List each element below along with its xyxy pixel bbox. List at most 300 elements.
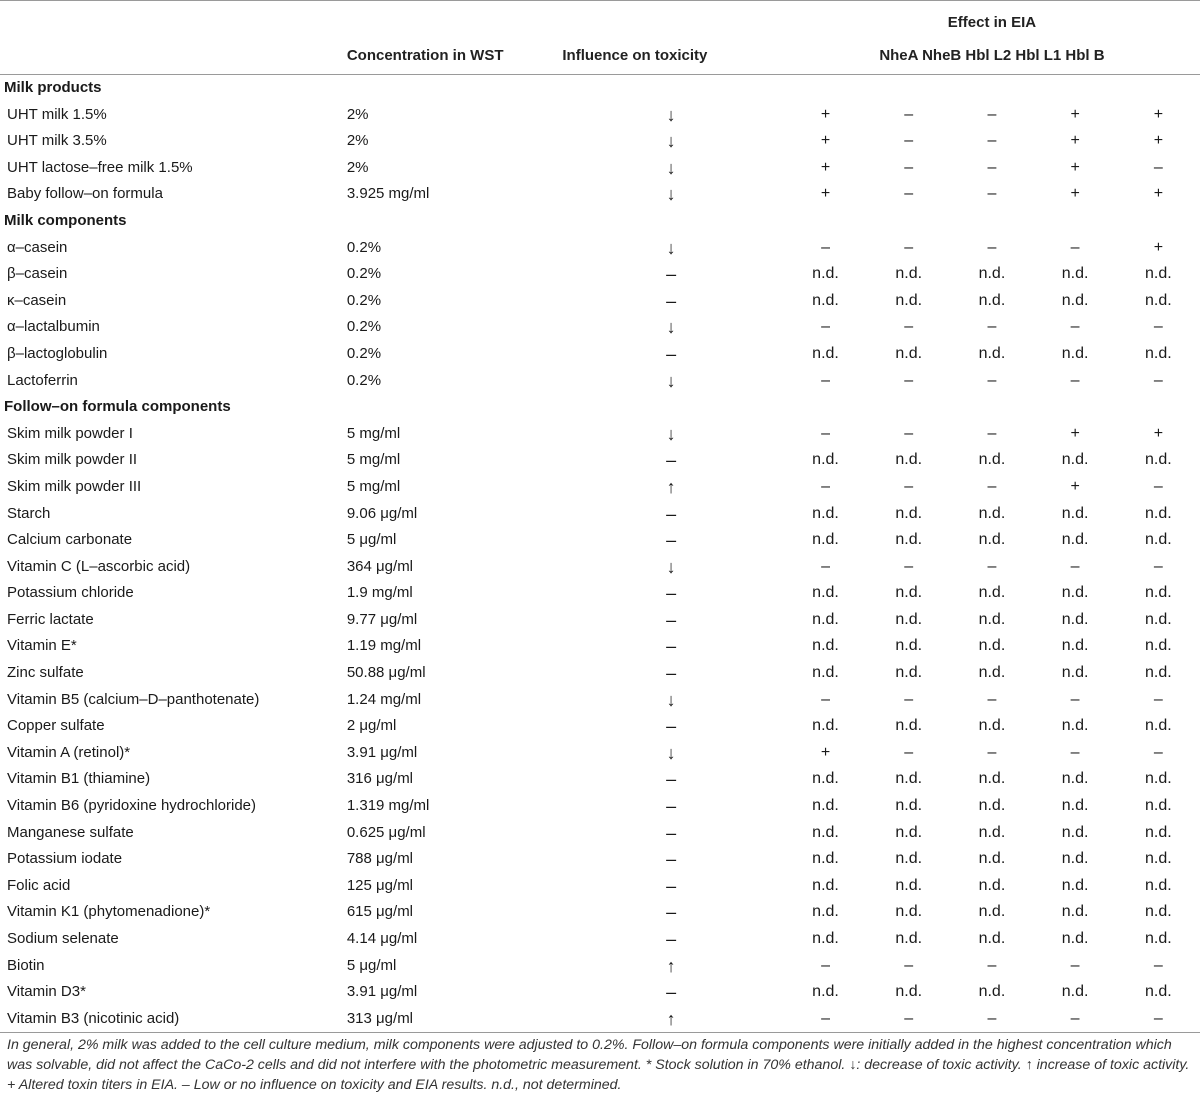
row-concentration: 0.2%: [346, 265, 382, 283]
row-eia-value: n.d.: [895, 903, 923, 921]
row-eia-value: n.d.: [978, 930, 1006, 947]
row-eia-value: –: [1070, 1009, 1080, 1027]
table-row: [0, 953, 1200, 980]
row-eia-value: –: [987, 158, 997, 176]
row-eia-value: n.d.: [812, 265, 839, 283]
row-eia-value: n.d.: [978, 291, 1006, 309]
row-toxicity: –: [666, 902, 677, 923]
row-name: Sodium selenate: [7, 930, 119, 947]
row-eia-value: –: [1153, 557, 1163, 575]
row-eia-value: n.d.: [812, 664, 839, 682]
row-eia-value: n.d.: [895, 265, 923, 283]
row-eia-value: n.d.: [812, 823, 839, 841]
row-eia-value: n.d.: [1061, 930, 1089, 947]
row-name: Lactoferrin: [7, 371, 78, 389]
row-toxicity: ↓: [666, 742, 676, 763]
row-eia-value: n.d.: [812, 584, 839, 602]
row-eia-value: n.d.: [978, 584, 1006, 602]
row-toxicity: –: [666, 769, 677, 790]
row-concentration: 316 μg/ml: [346, 770, 414, 788]
table-body: [0, 75, 1200, 1033]
table-row: [0, 501, 1200, 528]
row-eia-value: –: [1070, 557, 1080, 575]
table-row: [0, 368, 1200, 395]
row-name: α–lactalbumin: [7, 318, 100, 336]
section-header-row: [0, 75, 1200, 102]
table-row: [0, 447, 1200, 474]
row-eia-value: n.d.: [895, 504, 923, 522]
table-row: [0, 261, 1200, 288]
row-toxicity: –: [666, 290, 677, 311]
row-eia-value: –: [987, 371, 997, 389]
row-eia-value: –: [1153, 318, 1163, 336]
table-row: [0, 873, 1200, 900]
header-concentration-label: Concentration in WST: [346, 47, 504, 64]
row-name: Calcium carbonate: [7, 531, 133, 549]
row-eia-value: n.d.: [895, 637, 923, 655]
table-row: [0, 740, 1200, 767]
row-name: Skim milk powder III: [7, 477, 142, 495]
row-eia-value: +: [820, 132, 831, 150]
row-toxicity: ↓: [666, 157, 676, 178]
row-concentration: 0.625 μg/ml: [346, 823, 426, 841]
row-eia-value: n.d.: [812, 770, 839, 788]
row-concentration: 5 mg/ml: [346, 477, 401, 495]
row-eia-value: n.d.: [1145, 930, 1172, 947]
row-eia-value: –: [904, 956, 914, 974]
row-concentration: 2 μg/ml: [346, 717, 397, 735]
row-toxicity: –: [666, 796, 677, 817]
row-name: UHT milk 1.5%: [7, 105, 107, 123]
row-toxicity: –: [666, 450, 677, 471]
row-eia-value: –: [987, 238, 997, 256]
row-concentration: 3.91 μg/ml: [346, 983, 418, 1001]
row-name: Ferric lactate: [7, 610, 94, 628]
row-eia-value: n.d.: [812, 451, 839, 469]
row-eia-value: n.d.: [1061, 265, 1089, 283]
row-name: Biotin: [7, 956, 45, 974]
row-eia-value: –: [987, 690, 997, 708]
row-eia-value: –: [987, 1009, 997, 1027]
table-row: [0, 474, 1200, 501]
row-concentration: 3.925 mg/ml: [346, 185, 430, 203]
row-name: Vitamin A (retinol)*: [7, 743, 131, 761]
row-eia-value: n.d.: [1145, 876, 1172, 894]
row-concentration: 9.77 μg/ml: [346, 610, 418, 628]
row-eia-value: –: [1070, 690, 1080, 708]
row-toxicity: ↓: [666, 237, 676, 258]
row-eia-value: n.d.: [978, 451, 1006, 469]
row-eia-value: n.d.: [895, 584, 923, 602]
row-eia-value: n.d.: [1145, 451, 1172, 469]
row-eia-value: n.d.: [1145, 291, 1172, 309]
row-eia-value: n.d.: [978, 770, 1006, 788]
row-eia-value: –: [904, 318, 914, 336]
row-eia-value: n.d.: [978, 717, 1006, 735]
row-eia-value: n.d.: [978, 344, 1006, 362]
row-toxicity: ↑: [666, 1008, 676, 1029]
row-concentration: 3.91 μg/ml: [346, 743, 418, 761]
row-concentration: 1.9 mg/ml: [346, 584, 413, 602]
table-row: [0, 128, 1200, 155]
row-eia-value: n.d.: [1061, 823, 1089, 841]
row-concentration: 1.19 mg/ml: [346, 637, 422, 655]
row-eia-value: n.d.: [895, 823, 923, 841]
row-eia-value: n.d.: [895, 717, 923, 735]
row-name: Skim milk powder II: [7, 451, 138, 469]
row-eia-value: –: [821, 477, 830, 495]
row-eia-value: +: [1070, 477, 1080, 495]
row-eia-value: n.d.: [1145, 504, 1172, 522]
row-eia-value: –: [1153, 371, 1163, 389]
row-eia-value: n.d.: [1061, 451, 1089, 469]
row-eia-value: +: [1070, 132, 1080, 150]
row-eia-value: +: [1153, 185, 1164, 203]
row-eia-value: n.d.: [1061, 770, 1089, 788]
row-eia-value: –: [987, 318, 997, 336]
row-eia-value: n.d.: [812, 930, 839, 947]
section-title: Milk components: [4, 211, 127, 229]
row-eia-value: n.d.: [895, 930, 923, 947]
row-eia-value: n.d.: [895, 850, 923, 868]
row-name: Vitamin K1 (phytomenadione)*: [7, 903, 211, 921]
row-eia-value: –: [1070, 318, 1080, 336]
row-eia-value: +: [1070, 185, 1080, 203]
row-eia-value: n.d.: [812, 717, 839, 735]
table-row: [0, 102, 1200, 129]
table-row: [0, 1006, 1200, 1033]
row-name: Manganese sulfate: [7, 823, 134, 841]
row-eia-value: –: [904, 105, 914, 123]
row-eia-value: n.d.: [978, 983, 1006, 1001]
row-eia-value: –: [821, 690, 830, 708]
row-eia-value: n.d.: [812, 504, 839, 522]
table-row: [0, 341, 1200, 368]
row-name: UHT lactose–free milk 1.5%: [7, 158, 193, 176]
row-eia-value: –: [821, 956, 830, 974]
row-toxicity: –: [666, 663, 677, 684]
row-eia-value: +: [820, 185, 831, 203]
row-concentration: 5 mg/ml: [346, 451, 401, 469]
row-name: Vitamin E*: [7, 637, 77, 655]
header-toxicity-label: Influence on toxicity: [562, 47, 708, 64]
row-eia-value: n.d.: [978, 876, 1006, 894]
row-concentration: 9.06 μg/ml: [346, 504, 418, 522]
row-name: Vitamin D3*: [7, 983, 86, 1001]
row-concentration: 0.2%: [346, 291, 382, 309]
row-toxicity: –: [666, 929, 677, 949]
row-name: α–casein: [7, 238, 68, 256]
row-toxicity: ↓: [666, 423, 676, 444]
table-row: [0, 793, 1200, 820]
header-row-columns: [0, 42, 1200, 75]
row-concentration: 1.24 mg/ml: [346, 690, 422, 708]
row-eia-value: –: [821, 1009, 830, 1027]
row-eia-value: n.d.: [1061, 291, 1089, 309]
table-row: [0, 926, 1200, 953]
row-eia-value: –: [904, 371, 914, 389]
row-eia-value: n.d.: [895, 983, 923, 1001]
row-toxicity: ↓: [666, 556, 676, 577]
row-eia-value: n.d.: [1145, 637, 1172, 655]
row-name: Vitamin B6 (pyridoxine hydrochloride): [7, 797, 257, 815]
table-row: [0, 766, 1200, 793]
row-eia-value: n.d.: [978, 610, 1006, 628]
row-concentration: 5 μg/ml: [346, 531, 397, 549]
row-eia-value: n.d.: [812, 850, 839, 868]
header-row-group: [0, 0, 1200, 42]
row-eia-value: –: [1070, 371, 1080, 389]
row-eia-value: n.d.: [812, 903, 839, 921]
section-title: Milk products: [4, 79, 102, 96]
table-row: [0, 633, 1200, 660]
row-name: Zinc sulfate: [7, 664, 84, 682]
row-eia-value: –: [821, 424, 830, 442]
row-eia-value: +: [1070, 105, 1080, 123]
row-toxicity: –: [666, 822, 677, 843]
table-row: [0, 235, 1200, 262]
row-eia-value: –: [1153, 956, 1163, 974]
row-eia-value: –: [1070, 743, 1080, 761]
table-row: [0, 607, 1200, 634]
row-toxicity: –: [666, 609, 677, 630]
table-row: [0, 580, 1200, 607]
row-name: Copper sulfate: [7, 717, 105, 735]
row-name: Starch: [7, 504, 51, 522]
row-toxicity: –: [666, 849, 677, 870]
header-concentration: [343, 0, 559, 42]
row-toxicity: –: [666, 530, 677, 551]
row-name: Vitamin B3 (nicotinic acid): [7, 1009, 180, 1027]
row-eia-value: –: [821, 238, 830, 256]
row-concentration: 615 μg/ml: [346, 903, 414, 921]
row-eia-value: n.d.: [812, 344, 839, 362]
section-title: Follow–on formula components: [4, 398, 231, 416]
row-eia-value: n.d.: [1145, 983, 1172, 1001]
row-eia-value: n.d.: [1061, 903, 1089, 921]
row-eia-value: –: [904, 185, 914, 203]
row-eia-value: n.d.: [1145, 265, 1172, 283]
row-eia-value: –: [1153, 477, 1163, 495]
row-concentration: 5 μg/ml: [346, 956, 397, 974]
row-toxicity: ↓: [666, 104, 676, 125]
row-concentration: 5 mg/ml: [346, 424, 401, 442]
row-eia-value: n.d.: [1061, 504, 1089, 522]
table-row: [0, 846, 1200, 873]
row-eia-value: n.d.: [1061, 717, 1089, 735]
row-name: Vitamin B1 (thiamine): [7, 770, 151, 788]
row-eia-value: +: [1153, 424, 1164, 442]
row-eia-value: –: [1153, 690, 1163, 708]
row-eia-value: n.d.: [895, 876, 923, 894]
row-eia-value: n.d.: [978, 265, 1006, 283]
table-row: [0, 314, 1200, 341]
header-effect-in-eia: Effect in EIA: [947, 14, 1037, 31]
row-eia-value: n.d.: [1061, 584, 1089, 602]
row-eia-value: n.d.: [1061, 983, 1089, 1001]
row-eia-value: –: [987, 424, 997, 442]
row-eia-value: n.d.: [1145, 823, 1172, 841]
row-eia-value: –: [1153, 1009, 1163, 1027]
row-eia-value: n.d.: [978, 664, 1006, 682]
row-eia-value: –: [987, 743, 997, 761]
row-eia-value: –: [1070, 956, 1080, 974]
row-eia-value: –: [987, 185, 997, 203]
row-name: Skim milk powder I: [7, 424, 133, 442]
row-eia-value: +: [1153, 105, 1164, 123]
row-eia-value: n.d.: [895, 664, 923, 682]
row-eia-value: n.d.: [1145, 770, 1172, 788]
table-row: [0, 713, 1200, 740]
row-concentration: 313 μg/ml: [346, 1009, 414, 1027]
table-row: [0, 687, 1200, 714]
table-row: [0, 181, 1200, 208]
row-eia-value: –: [987, 132, 997, 150]
row-name: Vitamin B5 (calcium–D–panthotenate): [7, 690, 260, 708]
row-eia-value: n.d.: [1061, 610, 1089, 628]
row-eia-value: –: [1153, 743, 1163, 761]
row-name: Folic acid: [7, 876, 71, 894]
row-eia-value: n.d.: [812, 291, 839, 309]
row-name: β–casein: [7, 265, 68, 283]
table-row: [0, 554, 1200, 581]
row-toxicity: –: [666, 343, 677, 364]
row-concentration: 0.2%: [346, 238, 382, 256]
row-toxicity: ↓: [666, 131, 676, 152]
header-eia-subheads: NheA NheB Hbl L2 Hbl L1 Hbl B: [879, 47, 1105, 64]
row-name: UHT milk 3.5%: [7, 132, 107, 150]
row-name: κ–casein: [7, 291, 67, 309]
section-header-row: [0, 208, 1200, 235]
row-concentration: 2%: [346, 132, 369, 150]
row-eia-value: +: [1153, 132, 1164, 150]
row-eia-value: n.d.: [812, 531, 839, 549]
row-name: Vitamin C (L–ascorbic acid): [7, 557, 191, 575]
row-eia-value: n.d.: [1145, 717, 1172, 735]
row-eia-value: n.d.: [1145, 531, 1172, 549]
row-eia-value: –: [904, 158, 914, 176]
row-eia-value: n.d.: [1061, 344, 1089, 362]
row-eia-value: –: [987, 105, 997, 123]
row-eia-value: –: [1070, 238, 1080, 256]
table-footnote: In general, 2% milk was added to the cell culture medium, milk components were adjusted to 0.2%. Follow–on formula components were initially added in the highest concentration which was solvable, did not affect the CaCo-2 cells and did not interfere with the photometric measurement. * Stock solution in 70% ethanol. ↓: decrease of toxic activity. ↑ increase of toxic activity. + Altered toxin titers in EIA. – Low or no influence on toxicity and EIA results. n.d., not determined.: [7, 1037, 1190, 1093]
row-eia-value: –: [904, 690, 914, 708]
row-toxicity: –: [666, 982, 677, 1003]
row-eia-value: –: [821, 371, 830, 389]
row-toxicity: –: [666, 264, 677, 285]
row-toxicity: ↓: [666, 317, 676, 338]
row-eia-value: +: [1153, 238, 1164, 256]
row-eia-value: n.d.: [812, 610, 839, 628]
table-row: [0, 421, 1200, 448]
row-name: β–lactoglobulin: [7, 344, 108, 362]
row-eia-value: n.d.: [895, 610, 923, 628]
row-eia-value: n.d.: [812, 876, 839, 894]
table-row: [0, 155, 1200, 182]
table-row: [0, 820, 1200, 847]
row-eia-value: –: [904, 743, 914, 761]
row-name: Baby follow–on formula: [7, 185, 163, 203]
row-concentration: 2%: [346, 105, 369, 123]
row-concentration: 125 μg/ml: [346, 876, 414, 894]
row-eia-value: –: [904, 477, 914, 495]
row-toxicity: ↑: [666, 476, 676, 497]
table-row: [0, 288, 1200, 315]
row-eia-value: –: [987, 956, 997, 974]
row-eia-value: n.d.: [895, 770, 923, 788]
row-concentration: 0.2%: [346, 318, 382, 336]
row-eia-value: n.d.: [978, 531, 1006, 549]
table-row: [0, 660, 1200, 687]
row-eia-value: +: [820, 743, 831, 761]
row-eia-value: –: [904, 132, 914, 150]
row-toxicity: –: [666, 875, 677, 896]
row-eia-value: +: [1070, 424, 1080, 442]
row-eia-value: n.d.: [978, 850, 1006, 868]
row-concentration: 788 μg/ml: [346, 850, 414, 868]
row-toxicity: –: [666, 583, 677, 604]
row-eia-value: –: [821, 318, 830, 336]
row-eia-value: –: [987, 477, 997, 495]
header-name: [0, 0, 343, 42]
row-eia-value: n.d.: [978, 903, 1006, 921]
row-eia-value: –: [1153, 158, 1163, 176]
row-eia-value: n.d.: [895, 797, 923, 815]
row-eia-value: n.d.: [1061, 664, 1089, 682]
row-eia-value: n.d.: [1145, 664, 1172, 682]
row-eia-value: n.d.: [1145, 903, 1172, 921]
row-concentration: 0.2%: [346, 344, 382, 362]
row-eia-value: –: [904, 424, 914, 442]
row-eia-value: n.d.: [812, 637, 839, 655]
row-eia-value: n.d.: [895, 291, 923, 309]
row-concentration: 1.319 mg/ml: [346, 797, 430, 815]
row-eia-value: n.d.: [1145, 584, 1172, 602]
row-eia-value: +: [1070, 158, 1080, 176]
row-eia-value: n.d.: [1145, 850, 1172, 868]
row-concentration: 364 μg/ml: [346, 557, 414, 575]
header-toxicity: [558, 0, 784, 42]
row-eia-value: n.d.: [1145, 344, 1172, 362]
row-eia-value: n.d.: [1145, 797, 1172, 815]
row-eia-value: n.d.: [895, 451, 923, 469]
row-name: Potassium iodate: [7, 850, 123, 868]
row-eia-value: n.d.: [978, 504, 1006, 522]
row-toxicity: –: [666, 503, 677, 524]
row-toxicity: ↓: [666, 689, 676, 710]
row-eia-value: –: [904, 238, 914, 256]
row-toxicity: –: [666, 716, 677, 737]
row-toxicity: ↓: [666, 184, 676, 205]
row-eia-value: +: [820, 158, 831, 176]
row-eia-value: n.d.: [978, 637, 1006, 655]
row-eia-value: n.d.: [1061, 850, 1089, 868]
row-concentration: 4.14 μg/ml: [346, 930, 418, 947]
header-name-blank: [0, 42, 343, 75]
table-row: [0, 979, 1200, 1006]
table-row: [0, 527, 1200, 554]
row-eia-value: n.d.: [978, 797, 1006, 815]
row-eia-value: –: [821, 557, 830, 575]
row-toxicity: ↓: [666, 370, 676, 391]
row-eia-value: n.d.: [1061, 797, 1089, 815]
row-concentration: 50.88 μg/ml: [346, 664, 426, 682]
row-concentration: 2%: [346, 158, 369, 176]
section-header-row: [0, 394, 1200, 421]
row-eia-value: n.d.: [978, 823, 1006, 841]
row-eia-value: n.d.: [812, 797, 839, 815]
row-eia-value: n.d.: [895, 344, 923, 362]
